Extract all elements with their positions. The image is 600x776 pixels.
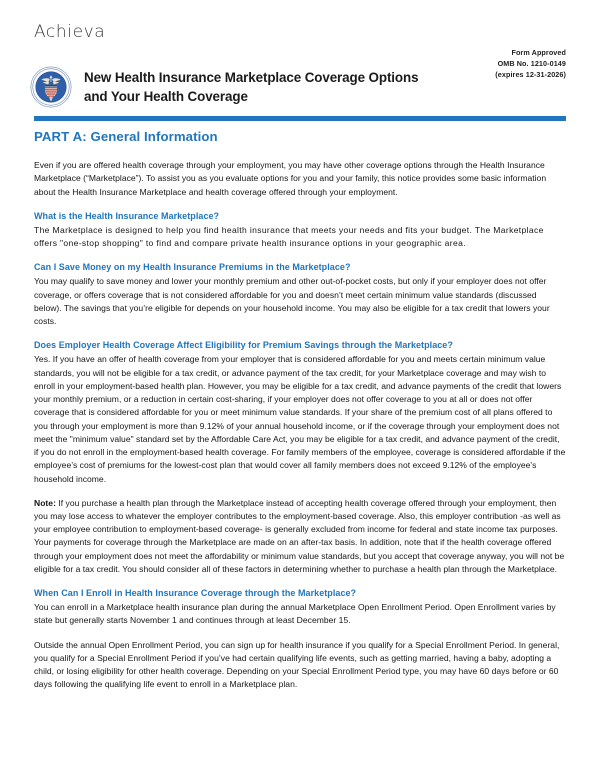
note-paragraph [34, 497, 566, 576]
achieva-logo: Achieva [34, 22, 106, 42]
section-heading-what-is-marketplace: What is the Health Insurance Marketplace? [34, 210, 220, 221]
intro-paragraph: Even if you are offered health coverage through your employment, you may have other coverage options through the Health Insurance Marketplace (“Marketplace”). To assist you as you evaluate options for you and your family, this notice provides some basic information about the Health Insurance Marketplace and health coverage offered through your employment. [34, 160, 547, 197]
us-department-of-labor-seal-icon [30, 66, 72, 108]
omb-number: OMB No. 1210-0149 [497, 58, 566, 68]
section-heading-save-money: Can I Save Money on my Health Insurance Premiums in the Marketplace? [34, 262, 351, 273]
omb-expiration: (expires 12-31-2026) [495, 69, 566, 79]
document-header [30, 66, 570, 108]
section-paragraph-what-is-marketplace: The Marketplace is designed to help you find health insurance that meets your needs and fits your budget. The Marketplace offers "one-stop shopping" to find and compare private health insurance options in your geographic area. [34, 224, 544, 249]
note-label: Note: [34, 497, 56, 508]
part-a-heading: PART A: General Information [34, 129, 218, 144]
enroll-paragraph-1: You can enroll in a Marketplace health insurance plan during the annual Marketplace Open Enrollment Period. Open Enrollment varies by state but generally starts November 1 and continues through at least December 15. [34, 602, 556, 626]
note-text: If you purchase a health plan through the Marketplace instead of accepting health coverage offered through your employment, then you may lose access to whatever the employer contributes to the employment-based coverage. Also, this employer contribution -as well as your employee contribution to employment-based coverage- is generally excluded from income for federal and state income tax purposes. Your payments for coverage through the Marketplace are made on an after-tax basis. In addition, note that if the health coverage offered through your employment does not meet the affordability or minimum value standards, but you accept that coverage anyway, you will not be eligible for a tax credit. You should consider all of these factors in determining whether to purchase a health plan through the Marketplace. [34, 497, 565, 574]
section-paragraph-employer-coverage-eligibility: Yes. If you have an offer of health coverage from your employer that is considered affordable for you and meets certain minimum value standards, you will not be eligible for a tax credit, or advance payment of the tax credit, for your Marketplace coverage and may wish to enroll in your employment-based health plan. However, you may be eligible for a tax credit, and advance payments of the credit that lowers your monthly premium, or a reduction in certain cost-sharing, if your employer does not offer coverage to you at all or does not offer coverage that is considered affordable for you or meet minimum value standards. If your share of the premium cost of all plans offered to you through your employment is more than 9.12% of your annual household income, or if the coverage through your employment does not meet the "minimum value" standard set by the Affordable Care Act, you may be eligible for a tax credit, and advance payment of the credit, if you do not enroll in the employment-based health coverage. For family members of the employee, coverage is considered affordable if the employee’s cost of premiums for the lowest-cost plan that would cover all family members does not exceed 9.12% of the employee's household income. [34, 354, 566, 484]
section-paragraph-save-money: You may qualify to save money and lower your monthly premium and other out-of-pocket costs, but only if your employer does not offer coverage, or offers coverage that is not considered affordable for you and doesn’t meet certain minimum value standards (discussed below). The savings that you’re eligible for depends on your household income. You may also be eligible for a tax credit that lowers your costs. [34, 276, 550, 327]
page-title [84, 68, 418, 106]
page-title-line-2: and Your Health Coverage [84, 89, 248, 104]
enroll-paragraph-2: Outside the annual Open Enrollment Period, you can sign up for health insurance if you qualify for a Special Enrollment Period. In general, you qualify for a Special Enrollment Period if you’ve had certain qualifying life events, such as getting married, having a baby, adopting a child, or losing eligibility for other health coverage. Depending on your Special Enrollment Period type, you may have 60 days before or 60 days following the qualifying life event to enroll in a Marketplace plan. [34, 639, 560, 690]
page-title-line-1: New Health Insurance Marketplace Coverage Options [84, 69, 419, 85]
document-body [34, 128, 566, 703]
section-heading-employer-coverage-eligibility: Does Employer Health Coverage Affect Eligibility for Premium Savings through the Marketplace? [34, 340, 453, 351]
form-approved-label: Form Approved [511, 48, 566, 57]
header-divider [34, 116, 566, 121]
section-heading-when-can-i-enroll: When Can I Enroll in Health Insurance Coverage through the Marketplace? [34, 588, 357, 599]
